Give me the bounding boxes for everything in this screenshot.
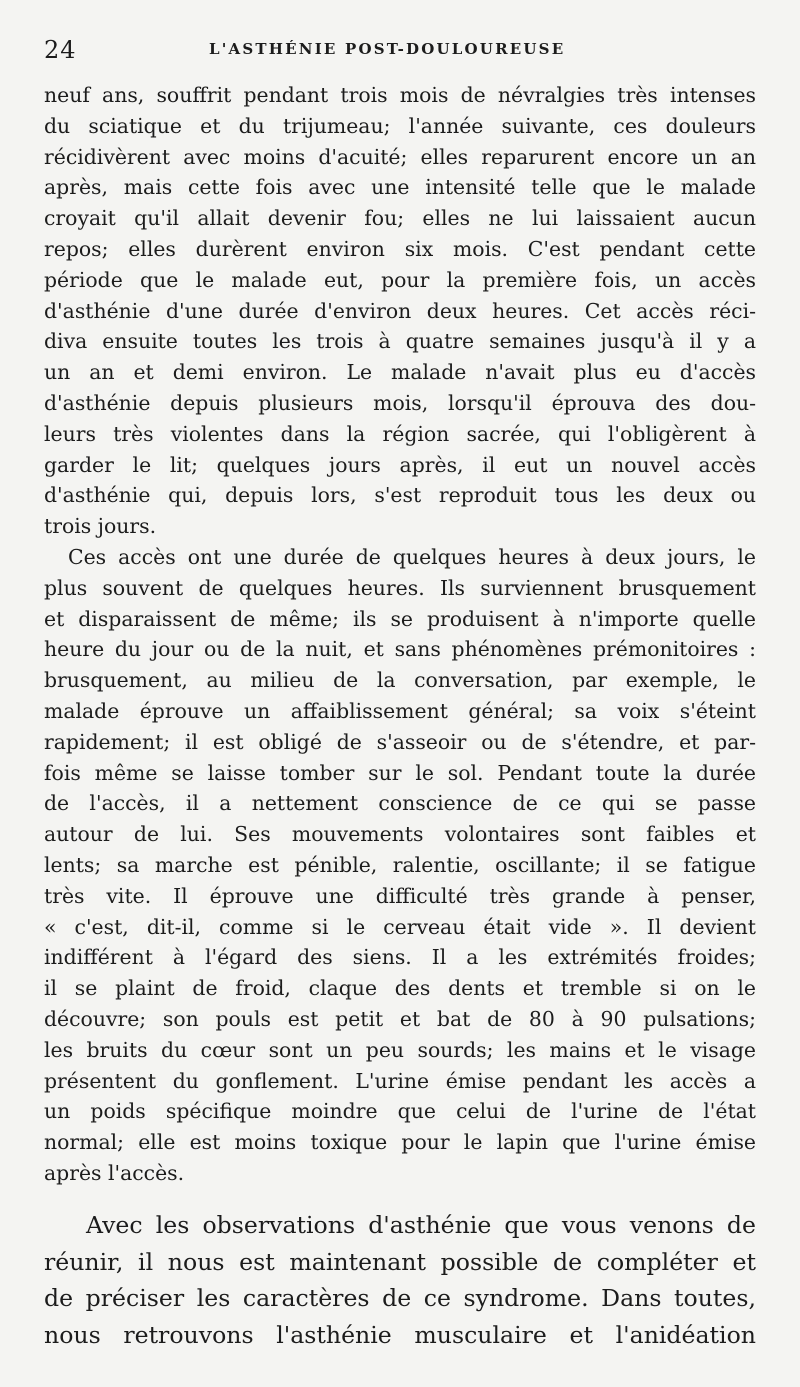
text-line: un poids spécifique moindre que celui de l'urine de l'état — [44, 1099, 756, 1124]
text-line: rapidement; il est obligé de s'asseoir ou de s'étendre, et par- — [44, 729, 756, 754]
page-number: 24 — [44, 36, 77, 64]
text-line: découvre; son pouls est petit et bat de 80 à 90 pulsations; — [44, 1006, 756, 1031]
text-line: très vite. Il éprouve une difficulté très grande à penser, — [44, 883, 756, 908]
text-line: leurs très violentes dans la région sacrée, qui l'obligèrent à — [44, 421, 756, 446]
text-line: de l'accès, il a nettement conscience de ce qui se passe — [44, 791, 756, 816]
text-line: indifférent à l'égard des siens. Il a les extrémités froides; — [44, 945, 756, 970]
text-line: et disparaissent de même; ils se produisent à n'importe quelle — [44, 606, 756, 631]
text-line: il se plaint de froid, claque des dents et tremble si on le — [44, 976, 756, 1001]
text-line: diva ensuite toutes les trois à quatre semaines jusqu'à il y a — [44, 329, 756, 354]
text-line: trois jours. — [44, 514, 157, 539]
paragraph-attack-description — [44, 542, 756, 1189]
text-line: repos; elles durèrent environ six mois. C'est pendant cette — [44, 236, 756, 261]
text-line: normal; elle est moins toxique pour le lapin que l'urine émise — [44, 1130, 756, 1155]
running-head — [44, 36, 754, 68]
text-line: du sciatique et du trijumeau; l'année suivante, ces douleurs — [44, 113, 756, 138]
text-line: « c'est, dit-il, comme si le cerveau était vide ». Il devient — [44, 914, 756, 939]
text-line: nous retrouvons l'asthénie musculaire et l'anidéation — [44, 1320, 756, 1349]
text-line: après, mais cette fois avec une intensité telle que le malade — [44, 175, 756, 200]
text-line: de préciser les caractères de ce syndrome. Dans toutes, — [44, 1284, 756, 1312]
paragraph-conclusion — [44, 1207, 756, 1353]
text-line: récidivèrent avec moins d'acuité; elles reparurent encore un an — [44, 144, 756, 169]
text-line: lents; sa marche est pénible, ralentie, oscillante; il se fatigue — [44, 852, 756, 877]
text-line: malade éprouve un affaiblissement général; sa voix s'éteint — [44, 698, 756, 723]
text-line: d'asthénie depuis plusieurs mois, lorsqu'il éprouva des dou- — [44, 390, 756, 415]
text-line: réunir, il nous est maintenant possible de compléter et — [44, 1247, 756, 1276]
text-line: les bruits du cœur sont un peu sourds; les mains et le visage — [44, 1037, 756, 1062]
text-line: heure du jour ou de la nuit, et sans phénomènes prémonitoires : — [44, 637, 756, 662]
text-line: neuf ans, souffrit pendant trois mois de névralgies très intenses — [44, 83, 756, 107]
text-line: Ces accès ont une durée de quelques heures à deux jours, le — [68, 544, 756, 569]
text-line: croyait qu'il allait devenir fou; elles ne lui laissaient aucun — [44, 206, 756, 231]
text-line: après l'accès. — [44, 1160, 185, 1185]
text-line: fois même se laisse tomber sur le sol. Pendant toute la durée — [44, 760, 756, 785]
text-line: un an et demi environ. Le malade n'avait plus eu d'accès — [44, 360, 756, 385]
paragraph-case-history — [44, 80, 756, 542]
text-line: garder le lit; quelques jours après, il eut un nouvel accès — [44, 452, 756, 477]
body-text — [44, 80, 756, 1189]
text-line: présentent du gonflement. L'urine émise pendant les accès a — [44, 1068, 756, 1093]
running-title: L'ASTHÉNIE POST-DOULOUREUSE — [209, 40, 566, 58]
text-line: période que le malade eut, pour la première fois, un accès — [44, 267, 756, 292]
text-line: Avec les observations d'asthénie que vous venons de — [86, 1211, 756, 1239]
text-line: plus souvent de quelques heures. Ils surviennent brusquement — [44, 575, 756, 600]
text-line: d'asthénie qui, depuis lors, s'est reproduit tous les deux ou — [44, 483, 756, 508]
text-line: d'asthénie d'une durée d'environ deux heures. Cet accès réci- — [44, 298, 756, 323]
text-line: autour de lui. Ses mouvements volontaires sont faibles et — [44, 822, 756, 847]
text-line: brusquement, au milieu de la conversation, par exemple, le — [44, 668, 756, 693]
